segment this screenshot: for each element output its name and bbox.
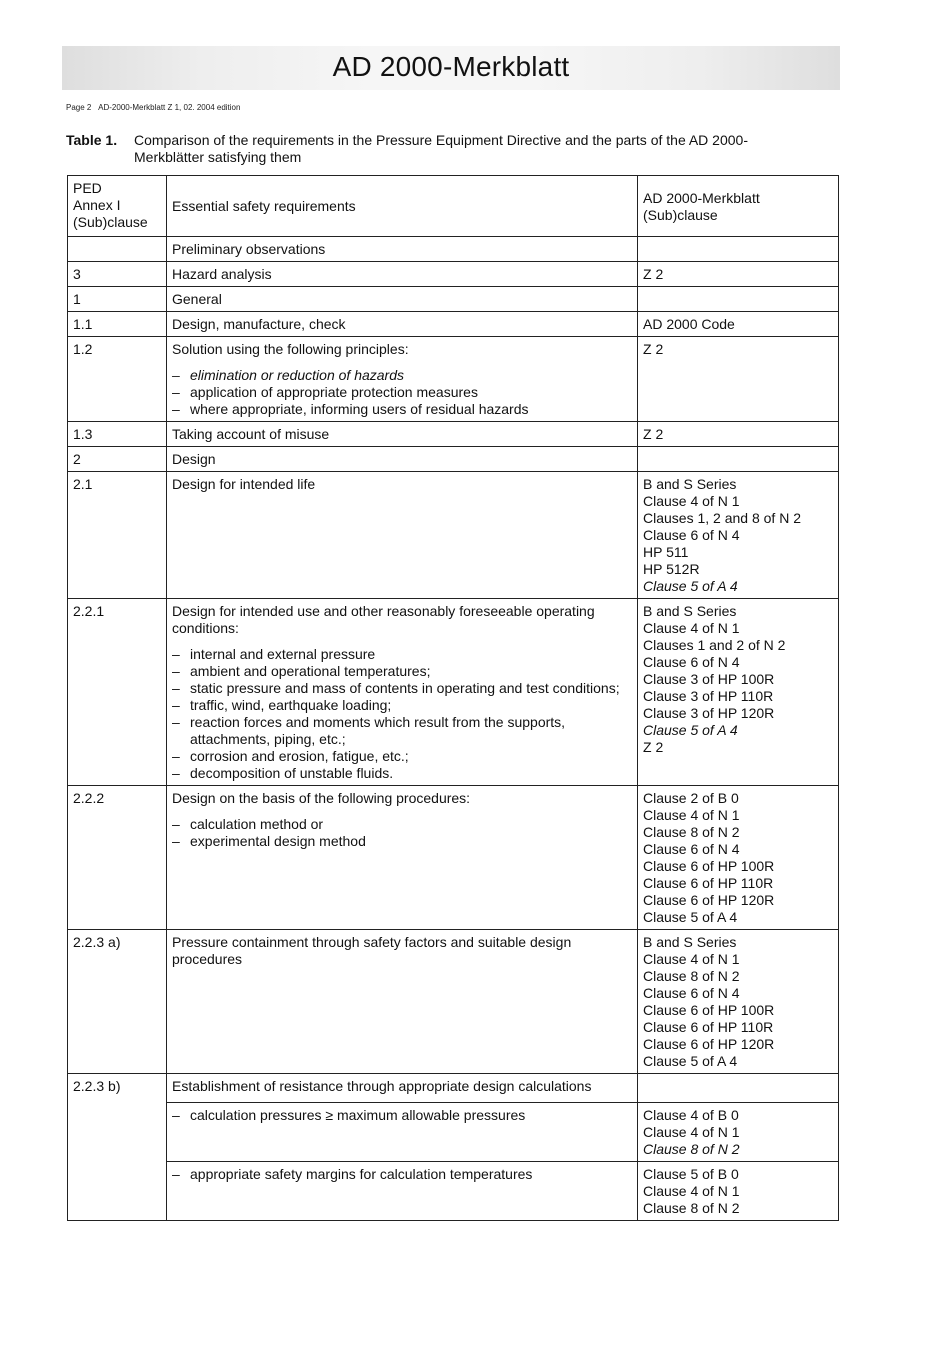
list-item: – internal and external pressure xyxy=(172,646,632,663)
banner-title: AD 2000-Merkblatt xyxy=(332,51,570,82)
row-reference xyxy=(638,447,839,472)
requirement-list xyxy=(172,816,632,850)
row-clause xyxy=(68,237,167,262)
row-reference: Z 2 xyxy=(638,262,839,287)
table-row xyxy=(68,422,839,447)
row-requirement: Solution using the following principles: – elimination or reduction of hazards – application of appropriate protection measures – where appropriate, informing users of residual hazards xyxy=(167,337,638,422)
row-requirement: Establishment of resistance through appropriate design calculations xyxy=(167,1074,638,1103)
list-item: – reaction forces and moments which result from the supports, attachments, piping, etc.; xyxy=(172,714,632,748)
list-item: – static pressure and mass of contents in operating and test conditions; xyxy=(172,680,632,697)
row-reference xyxy=(638,1074,839,1103)
header-ped-clause: PED Annex I (Sub)clause xyxy=(68,176,167,237)
list-item: – where appropriate, informing users of residual hazards xyxy=(172,401,632,418)
requirement-list xyxy=(172,1166,632,1183)
row-requirement xyxy=(167,1162,638,1221)
row-reference-list: B and S Series Clause 4 of N 1 Clauses 1, 2 and 8 of N 2 Clause 6 of N 4 HP 511 HP 512R Clause 5 of A 4 xyxy=(638,472,839,599)
row-clause: 2.2.2 xyxy=(68,786,167,930)
row-clause: 2 xyxy=(68,447,167,472)
row-reference-list: B and S Series Clause 4 of N 1 Clause 8 of N 2 Clause 6 of N 4 Clause 6 of HP 100R Clause 6 of HP 110R Clause 6 of HP 120R Clause 5 of A 4 xyxy=(638,930,839,1074)
table-row xyxy=(68,262,839,287)
row-requirement: Design xyxy=(167,447,638,472)
list-item: – calculation method or xyxy=(172,816,632,833)
row-clause: 2.1 xyxy=(68,472,167,599)
row-clause: 2.2.3 b) xyxy=(68,1074,167,1221)
row-reference: Z 2 xyxy=(638,422,839,447)
table-caption xyxy=(66,132,838,166)
requirement-list xyxy=(172,646,632,782)
table-row xyxy=(68,786,839,930)
list-item: – calculation pressures ≥ maximum allowable pressures xyxy=(172,1107,632,1124)
list-item: – elimination or reduction of hazards xyxy=(172,367,632,384)
caption-label: Table 1. xyxy=(66,132,118,148)
row-requirement xyxy=(167,1103,638,1162)
row-requirement: Design, manufacture, check xyxy=(167,312,638,337)
row-clause: 2.2.3 a) xyxy=(68,930,167,1074)
row-clause: 1.3 xyxy=(68,422,167,447)
caption-text-line2: Merkblätter satisfying them xyxy=(134,149,302,165)
row-requirement: Design for intended life xyxy=(167,472,638,599)
row-reference xyxy=(638,287,839,312)
list-item: – traffic, wind, earthquake loading; xyxy=(172,697,632,714)
requirement-list xyxy=(172,1107,632,1124)
table-row xyxy=(68,312,839,337)
requirements-table xyxy=(67,175,839,1221)
row-clause: 2.2.1 xyxy=(68,599,167,786)
caption-text-line1: Comparison of the requirements in the Pressure Equipment Directive and the parts of the AD 2000- xyxy=(134,132,748,148)
table-row xyxy=(68,1162,839,1221)
document-reference: AD-2000-Merkblatt Z 1, 02. 2004 edition xyxy=(98,103,241,112)
row-reference-list: Clause 4 of B 0 Clause 4 of N 1 Clause 8 of N 2 xyxy=(638,1103,839,1162)
row-requirement: Preliminary observations xyxy=(167,237,638,262)
page-number: Page 2 xyxy=(66,103,92,112)
row-clause: 1.2 xyxy=(68,337,167,422)
row-reference xyxy=(638,237,839,262)
row-reference-list: Clause 2 of B 0 Clause 4 of N 1 Clause 8 of N 2 Clause 6 of N 4 Clause 6 of HP 100R Clause 6 of HP 110R Clause 6 of HP 120R Clause 5 of A 4 xyxy=(638,786,839,930)
row-requirement: Design on the basis of the following procedures: – calculation method or – experimental design method xyxy=(167,786,638,930)
table-row xyxy=(68,237,839,262)
row-reference: AD 2000 Code xyxy=(638,312,839,337)
row-requirement: Pressure containment through safety factors and suitable design procedures xyxy=(167,930,638,1074)
table-header-row xyxy=(68,176,839,237)
row-reference-list: B and S Series Clause 4 of N 1 Clauses 1 and 2 of N 2 Clause 6 of N 4 Clause 3 of HP 100R Clause 3 of HP 110R Clause 3 of HP 120R Clause 5 of A 4 Z 2 xyxy=(638,599,839,786)
list-item: – corrosion and erosion, fatigue, etc.; xyxy=(172,748,632,765)
page-info xyxy=(66,103,245,112)
row-reference-list: Clause 5 of B 0 Clause 4 of N 1 Clause 8 of N 2 xyxy=(638,1162,839,1221)
table-row xyxy=(68,930,839,1074)
row-requirement: Taking account of misuse xyxy=(167,422,638,447)
table-row xyxy=(68,337,839,422)
row-reference: Z 2 xyxy=(638,337,839,422)
list-item: – application of appropriate protection measures xyxy=(172,384,632,401)
table-row xyxy=(68,472,839,599)
row-clause: 3 xyxy=(68,262,167,287)
header-banner xyxy=(62,46,840,90)
row-requirement: General xyxy=(167,287,638,312)
row-clause: 1.1 xyxy=(68,312,167,337)
header-essential-requirements: Essential safety requirements xyxy=(167,176,638,237)
row-requirement: Hazard analysis xyxy=(167,262,638,287)
table-row xyxy=(68,1103,839,1162)
list-item: – experimental design method xyxy=(172,833,632,850)
row-requirement: Design for intended use and other reasonably foreseeable operating conditions: – internal and external pressure – ambient and operational temperatures; – static pressure and mass of contents in operating and test conditions; – traffic, wind, earthquake loading; – reaction forces and moments which result from the supports, attachments, piping, etc.; – corrosion and erosion, fatigue, etc.; – decomposition of unstable fluids. xyxy=(167,599,638,786)
row-clause: 1 xyxy=(68,287,167,312)
list-item: – appropriate safety margins for calculation temperatures xyxy=(172,1166,632,1183)
table-row xyxy=(68,447,839,472)
table-row xyxy=(68,599,839,786)
list-item: – ambient and operational temperatures; xyxy=(172,663,632,680)
list-item: – decomposition of unstable fluids. xyxy=(172,765,632,782)
requirement-list xyxy=(172,367,632,418)
table-row xyxy=(68,1074,839,1103)
header-ad2000-clause: AD 2000-Merkblatt (Sub)clause xyxy=(638,176,839,237)
table-row xyxy=(68,287,839,312)
